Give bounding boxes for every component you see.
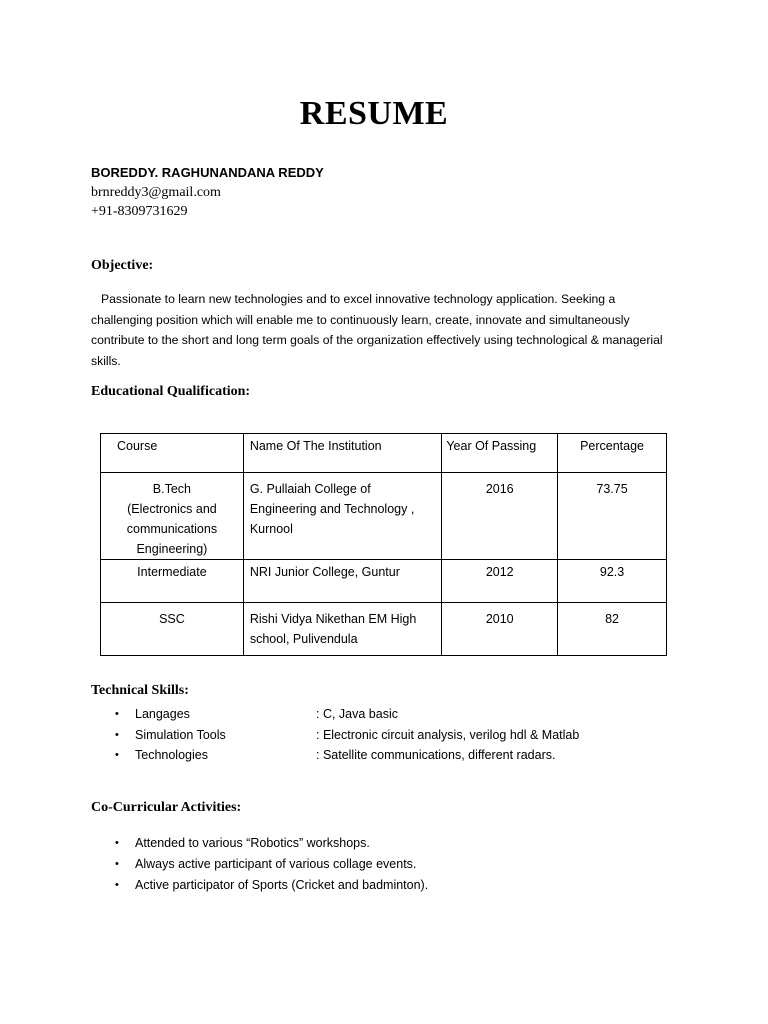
bullet-icon: • xyxy=(115,708,119,720)
table-header-row xyxy=(101,434,667,473)
institution-cell: Rishi Vidya Nikethan EM High school, Pulivendula xyxy=(249,612,417,646)
education-heading: Educational Qualification: xyxy=(91,384,251,399)
objective-text: Passionate to learn new technologies and to excel innovative technology application. Seeking a challenging position which will enable me to continuously learn, create, innovate and simultaneously contribute to the short and long term goals of the organization effectively using technological & managerial skills. xyxy=(91,292,663,368)
institution-cell: NRI Junior College, Guntur xyxy=(249,565,400,579)
bullet-icon: • xyxy=(115,749,119,761)
skill-value: : C, Java basic xyxy=(316,707,398,721)
co-curricular-heading: Co-Curricular Activities: xyxy=(91,800,242,815)
course-line: communications xyxy=(126,522,218,536)
page-title: RESUME xyxy=(299,95,449,132)
course-cell: SSC xyxy=(159,612,185,626)
course-line: (Electronics and xyxy=(127,502,217,516)
header-year: Year Of Passing xyxy=(446,439,537,453)
header-institution: Name Of The Institution xyxy=(249,439,382,453)
email-address: brnreddy3@gmail.com xyxy=(91,185,221,200)
percentage-cell: 82 xyxy=(605,612,619,626)
institution-cell: G. Pullaiah College of Engineering and Technology , Kurnool xyxy=(249,482,415,536)
year-cell: 2010 xyxy=(485,612,514,626)
objective-heading: Objective: xyxy=(91,258,154,273)
year-cell: 2016 xyxy=(485,482,514,496)
skill-name: Langages xyxy=(135,707,190,721)
education-table xyxy=(100,433,667,656)
percentage-cell: 92.3 xyxy=(599,565,625,579)
phone-number: +91-8309731629 xyxy=(91,204,188,219)
candidate-name: BOREDDY. RAGHUNANDANA REDDY xyxy=(91,165,324,180)
activity-text: Always active participant of various collage events. xyxy=(135,857,417,871)
activity-text: Attended to various “Robotics” workshops. xyxy=(135,836,370,850)
skill-value: : Electronic circuit analysis, verilog hdl & Matlab xyxy=(316,727,580,742)
skill-name: Technologies xyxy=(135,748,208,762)
course-cell xyxy=(101,473,243,559)
activity-text: Active participator of Sports (Cricket and badminton). xyxy=(135,878,429,892)
course-line: Engineering) xyxy=(136,542,208,556)
year-cell: 2012 xyxy=(485,565,514,579)
bullet-icon: • xyxy=(115,879,119,891)
bullet-icon: • xyxy=(115,858,119,870)
course-line: B.Tech xyxy=(152,482,192,496)
percentage-cell: 73.75 xyxy=(596,482,628,496)
technical-skills-heading: Technical Skills: xyxy=(91,683,189,698)
table-row xyxy=(101,603,667,656)
table-row xyxy=(101,473,667,560)
table-row xyxy=(101,560,667,603)
skill-name: Simulation Tools xyxy=(135,727,226,742)
course-cell: Intermediate xyxy=(137,565,207,579)
header-percentage: Percentage xyxy=(580,439,645,453)
header-course: Course xyxy=(117,439,158,453)
bullet-icon: • xyxy=(115,728,119,741)
bullet-icon: • xyxy=(115,837,119,849)
skill-value: : Satellite communications, different radars. xyxy=(316,748,556,762)
